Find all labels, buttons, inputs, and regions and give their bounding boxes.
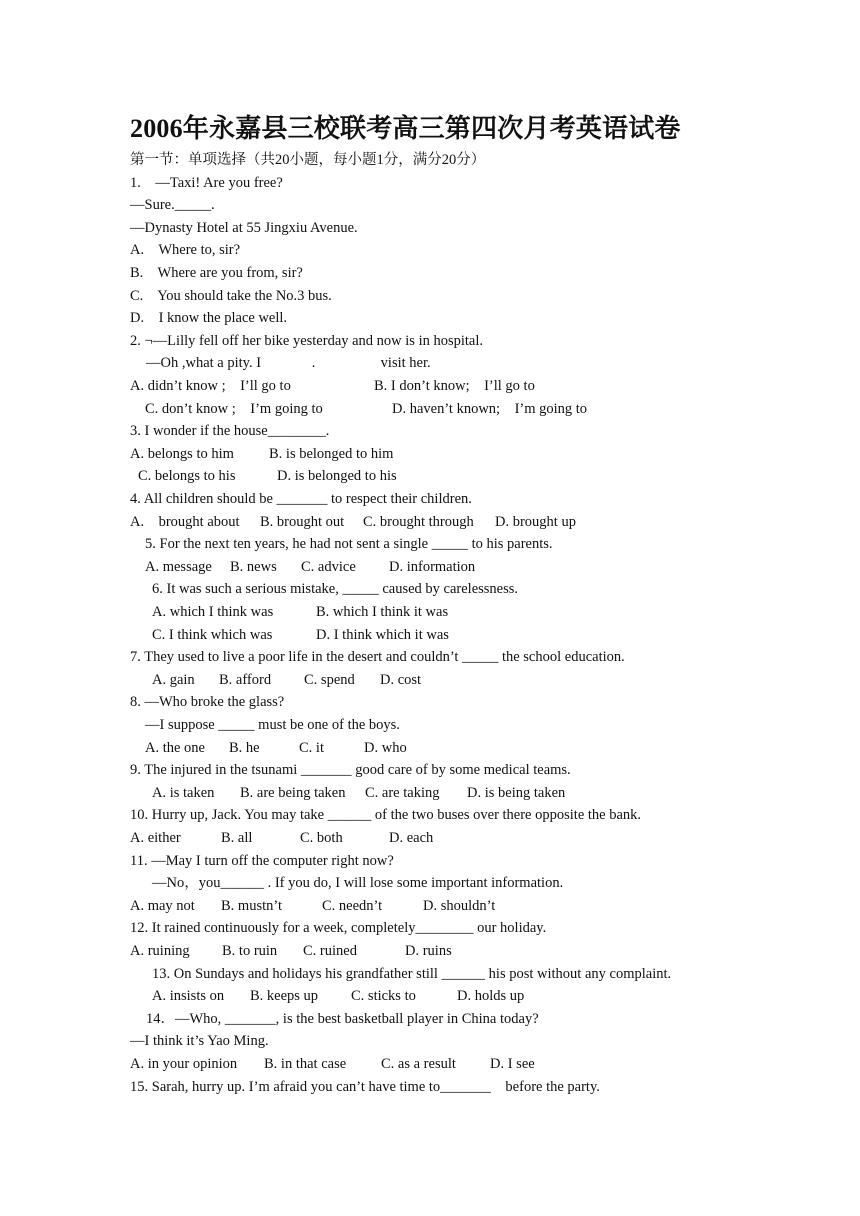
option-choice: C. I think which was (152, 626, 273, 643)
options-row (0, 558, 860, 576)
section-heading: 第一节：单项选择（共20小题，每小题1分，满分20分） (130, 152, 486, 168)
question-line: 3. I wonder if the house________. (130, 423, 330, 440)
option-choice: B. in that case (264, 1056, 347, 1072)
option-choice: A. which I think was (152, 604, 274, 620)
options-row (0, 987, 860, 1005)
option-choice: C. it (299, 739, 324, 756)
question-line: 8. —Who broke the glass? (130, 694, 285, 711)
option-choice: C. needn’t (322, 897, 383, 914)
option-choice: D. brought up (495, 513, 576, 530)
question-line: 4. All children should be _______ to respect their children. (130, 491, 472, 507)
options-row (0, 942, 860, 960)
option-choice: A. in your opinion (130, 1056, 238, 1072)
option-choice: A. ruining (130, 943, 190, 959)
option-choice: A. didn’t know ; I’ll go to (130, 378, 291, 394)
option-choice: A. is taken (152, 784, 215, 801)
option-choice: C. spend (304, 671, 355, 688)
option-choice: C. as a result (381, 1056, 456, 1072)
options-row (0, 739, 860, 757)
option-choice: C. ruined (303, 943, 357, 959)
options-row (0, 784, 860, 802)
question-line: B. Where are you from, sir? (130, 265, 303, 281)
question-line: 11. —May I turn off the computer right now? (130, 852, 394, 869)
option-choice: C. brought through (363, 513, 474, 530)
options-row (0, 1055, 860, 1073)
option-choice: D. cost (380, 671, 422, 688)
question-line: 14．—Who, _______, is the best basketball player in China today? (146, 1010, 539, 1027)
options-row (0, 626, 860, 644)
question-line: D. I know the place well. (130, 310, 288, 327)
option-choice: A. may not (130, 897, 195, 914)
option-choice: D. holds up (457, 988, 525, 1005)
option-choice: A. brought about (130, 513, 240, 530)
option-choice: A. gain (152, 671, 195, 688)
question-line: —No，you______ . If you do, I will lose some important information. (152, 875, 564, 892)
option-choice: B. mustn’t (221, 897, 282, 914)
option-choice: D. each (389, 830, 434, 846)
option-choice: D. is being taken (467, 784, 566, 801)
option-choice: B. is belonged to him (269, 445, 394, 462)
options-row (0, 897, 860, 915)
exam-title: 2006年永嘉县三校联考高三第四次月考英语试卷 (130, 114, 681, 143)
option-choice: D. I think which it was (316, 626, 449, 643)
option-choice: B. I don’t know; I’ll go to (374, 378, 535, 394)
options-row (0, 467, 860, 485)
option-choice: A. either (130, 830, 181, 846)
option-choice: D. shouldn’t (423, 897, 496, 914)
options-row (0, 603, 860, 621)
question-line: 2. ¬—Lilly fell off her bike yesterday and now is in hospital. (130, 332, 484, 349)
question-line: 13. On Sundays and holidays his grandfather still ______ his post without any complaint. (152, 965, 672, 982)
option-choice: D. I see (490, 1056, 535, 1072)
option-choice: D. information (389, 558, 476, 575)
option-choice: B. to ruin (222, 943, 278, 959)
question-line: —Sure._____. (130, 197, 215, 214)
options-row (0, 829, 860, 847)
question-line: 12. It rained continuously for a week, completely________ our holiday. (130, 920, 547, 937)
option-choice: B. are being taken (240, 784, 346, 801)
question-line: —Dynasty Hotel at 55 Jingxiu Avenue. (130, 219, 358, 236)
option-choice: B. all (221, 830, 253, 846)
question-line: —I suppose _____ must be one of the boys. (145, 717, 400, 733)
question-line: —I think it’s Yao Ming. (130, 1033, 269, 1050)
option-choice: D. ruins (405, 943, 452, 959)
options-row (0, 671, 860, 689)
option-choice: A. message (145, 558, 212, 575)
question-line: 15. Sarah, hurry up. I’m afraid you can’t have time to_______ before the party. (130, 1078, 600, 1095)
question-line: 6. It was such a serious mistake, _____ caused by carelessness. (152, 581, 519, 598)
options-row (0, 445, 860, 463)
options-row (0, 513, 860, 531)
option-choice: C. both (300, 830, 343, 846)
question-line: 9. The injured in the tsunami _______ good care of by some medical teams. (130, 762, 571, 779)
option-choice: B. brought out (260, 513, 345, 530)
option-choice: A. insists on (152, 988, 225, 1005)
option-choice: C. don’t know ; I’m going to (145, 400, 323, 417)
question-line: 1. —Taxi! Are you free? (130, 174, 283, 191)
question-line: 10. Hurry up, Jack. You may take ______ of the two buses over there opposite the bank. (130, 807, 642, 824)
options-row (0, 400, 860, 418)
option-choice: B. keeps up (250, 988, 319, 1005)
option-choice: B. news (230, 558, 277, 575)
option-choice: D. haven’t known; I’m going to (392, 400, 588, 417)
options-row (0, 377, 860, 395)
question-line: A. Where to, sir? (130, 242, 241, 259)
option-choice: D. is belonged to his (277, 468, 397, 485)
option-choice: C. advice (301, 558, 356, 575)
option-choice: C. sticks to (351, 988, 416, 1005)
question-line: —Oh ,what a pity. I . visit her. (146, 355, 431, 372)
option-choice: C. are taking (365, 784, 440, 801)
option-choice: C. belongs to his (138, 468, 236, 485)
option-choice: B. afford (219, 671, 272, 688)
option-choice: B. he (229, 739, 260, 756)
question-line: 7. They used to live a poor life in the desert and couldn’t _____ the school education. (130, 649, 625, 666)
option-choice: A. belongs to him (130, 445, 234, 462)
question-line: C. You should take the No.3 bus. (130, 287, 332, 304)
option-choice: D. who (364, 739, 407, 756)
question-line: 5. For the next ten years, he had not sent a single _____ to his parents. (145, 536, 553, 553)
option-choice: B. which I think it was (316, 604, 449, 620)
option-choice: A. the one (145, 739, 205, 756)
